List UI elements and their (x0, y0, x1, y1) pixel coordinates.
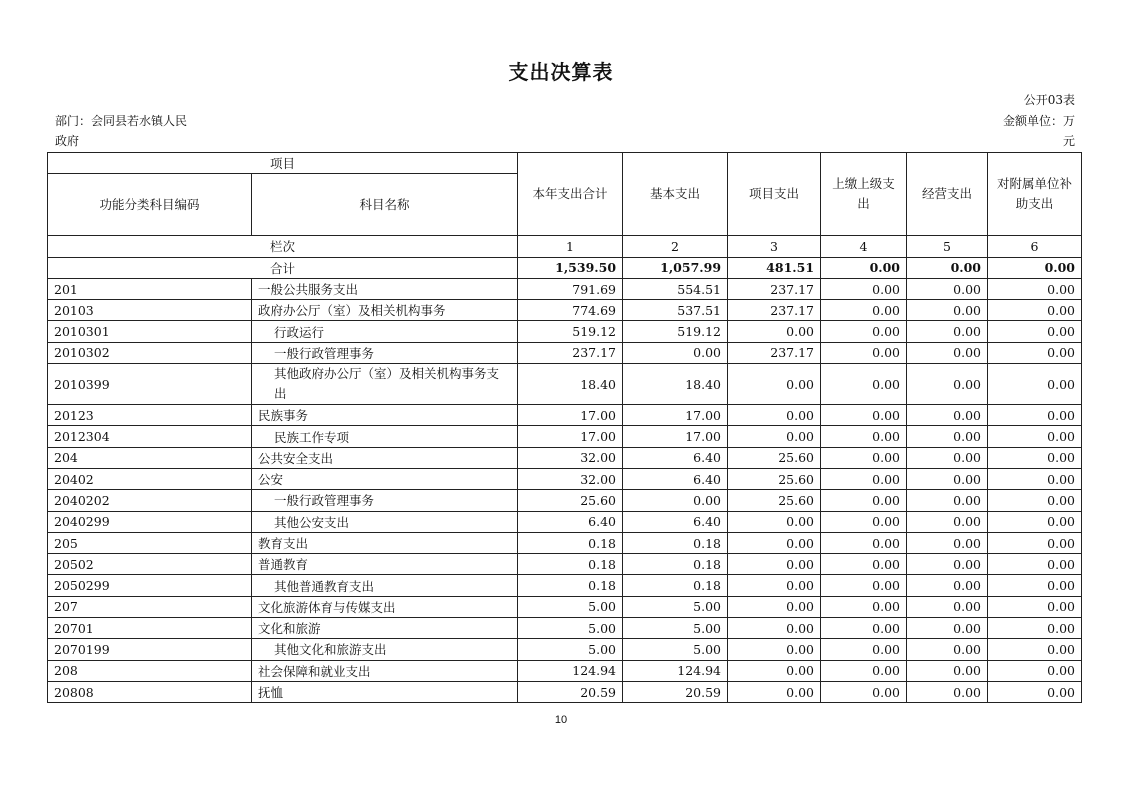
row-value-2: 537.51 (623, 300, 728, 321)
row-value-6: 0.00 (988, 660, 1082, 681)
row-value-1: 237.17 (518, 342, 623, 363)
row-value-1: 5.00 (518, 596, 623, 617)
row-value-4: 0.00 (821, 660, 907, 681)
row-value-1: 17.00 (518, 405, 623, 426)
row-value-2: 6.40 (623, 468, 728, 489)
row-value-2: 0.18 (623, 532, 728, 553)
row-value-2: 0.00 (623, 342, 728, 363)
row-value-3: 25.60 (728, 490, 821, 511)
total-value-6: 0.00 (988, 257, 1082, 278)
line-number-6: 6 (988, 236, 1082, 257)
header-function-code: 功能分类科目编码 (48, 174, 252, 236)
header-subsidiary-subsidy: 对附属单位补助支出 (988, 153, 1082, 236)
row-value-2: 17.00 (623, 405, 728, 426)
row-value-3: 0.00 (728, 681, 821, 702)
department-label-continued: 政府 (55, 134, 80, 148)
row-value-3: 0.00 (728, 639, 821, 660)
row-value-2: 5.00 (623, 618, 728, 639)
table-row (48, 575, 1082, 596)
row-subject-name: 一般行政管理事务 (252, 342, 518, 363)
row-value-5: 0.00 (907, 364, 988, 405)
row-value-6: 0.00 (988, 364, 1082, 405)
row-subject-name: 其他公安支出 (252, 511, 518, 532)
row-value-2: 18.40 (623, 364, 728, 405)
table-row (48, 300, 1082, 321)
table-number: 公开03表 (1023, 93, 1075, 107)
row-value-3: 237.17 (728, 342, 821, 363)
row-value-1: 6.40 (518, 511, 623, 532)
row-value-4: 0.00 (821, 618, 907, 639)
row-value-2: 124.94 (623, 660, 728, 681)
row-value-3: 237.17 (728, 300, 821, 321)
row-subject-name: 民族工作专项 (252, 426, 518, 447)
expenditure-table (47, 152, 1082, 703)
row-value-4: 0.00 (821, 405, 907, 426)
line-number-1: 1 (518, 236, 623, 257)
table-row (48, 278, 1082, 299)
row-code: 208 (48, 660, 252, 681)
row-code: 207 (48, 596, 252, 617)
row-code: 2040202 (48, 490, 252, 511)
table-row (48, 532, 1082, 553)
row-value-4: 0.00 (821, 321, 907, 342)
row-value-4: 0.00 (821, 447, 907, 468)
row-value-2: 6.40 (623, 511, 728, 532)
row-value-5: 0.00 (907, 447, 988, 468)
row-value-1: 20.59 (518, 681, 623, 702)
row-value-2: 20.59 (623, 681, 728, 702)
total-value-3: 481.51 (728, 257, 821, 278)
row-value-4: 0.00 (821, 468, 907, 489)
table-row (48, 468, 1082, 489)
row-subject-name: 其他普通教育支出 (252, 575, 518, 596)
row-value-2: 17.00 (623, 426, 728, 447)
row-value-5: 0.00 (907, 681, 988, 702)
row-value-1: 17.00 (518, 426, 623, 447)
row-value-5: 0.00 (907, 468, 988, 489)
row-value-3: 25.60 (728, 468, 821, 489)
header-row-project (48, 153, 1082, 174)
line-number-5: 5 (907, 236, 988, 257)
row-value-3: 0.00 (728, 321, 821, 342)
row-code: 2010301 (48, 321, 252, 342)
row-subject-name: 行政运行 (252, 321, 518, 342)
row-value-2: 554.51 (623, 278, 728, 299)
table-row (48, 490, 1082, 511)
line-number-4: 4 (821, 236, 907, 257)
total-value-2: 1,057.99 (623, 257, 728, 278)
row-value-5: 0.00 (907, 342, 988, 363)
table-row (48, 596, 1082, 617)
row-value-4: 0.00 (821, 554, 907, 575)
table-row (48, 639, 1082, 660)
table-row (48, 426, 1082, 447)
line-number-label: 栏次 (48, 236, 518, 257)
table-row (48, 660, 1082, 681)
row-value-5: 0.00 (907, 596, 988, 617)
row-value-1: 124.94 (518, 660, 623, 681)
row-value-5: 0.00 (907, 278, 988, 299)
row-value-2: 5.00 (623, 639, 728, 660)
row-subject-name: 普通教育 (252, 554, 518, 575)
row-value-2: 0.18 (623, 575, 728, 596)
page-number: 10 (554, 714, 568, 726)
row-value-3: 0.00 (728, 532, 821, 553)
row-value-6: 0.00 (988, 618, 1082, 639)
row-code: 2012304 (48, 426, 252, 447)
row-value-3: 0.00 (728, 596, 821, 617)
row-value-5: 0.00 (907, 554, 988, 575)
amount-unit-label-continued: 元 (1062, 134, 1075, 148)
row-value-1: 32.00 (518, 468, 623, 489)
row-value-6: 0.00 (988, 278, 1082, 299)
total-value-4: 0.00 (821, 257, 907, 278)
row-value-6: 0.00 (988, 468, 1082, 489)
row-value-6: 0.00 (988, 532, 1082, 553)
row-subject-name: 公安 (252, 468, 518, 489)
row-value-1: 5.00 (518, 618, 623, 639)
row-value-4: 0.00 (821, 278, 907, 299)
table-row (48, 342, 1082, 363)
row-code: 204 (48, 447, 252, 468)
row-subject-name: 文化旅游体育与传媒支出 (252, 596, 518, 617)
row-value-2: 6.40 (623, 447, 728, 468)
row-value-6: 0.00 (988, 511, 1082, 532)
row-subject-name: 政府办公厅（室）及相关机构事务 (252, 300, 518, 321)
row-subject-name: 一般公共服务支出 (252, 278, 518, 299)
row-value-4: 0.00 (821, 681, 907, 702)
row-value-5: 0.00 (907, 300, 988, 321)
row-value-2: 519.12 (623, 321, 728, 342)
row-value-5: 0.00 (907, 321, 988, 342)
row-subject-name: 文化和旅游 (252, 618, 518, 639)
header-remit-upper-expenditure: 上缴上级支出 (821, 153, 907, 236)
row-value-4: 0.00 (821, 342, 907, 363)
row-subject-name: 公共安全支出 (252, 447, 518, 468)
row-value-6: 0.00 (988, 639, 1082, 660)
row-code: 20502 (48, 554, 252, 575)
row-value-1: 18.40 (518, 364, 623, 405)
row-value-1: 32.00 (518, 447, 623, 468)
total-value-5: 0.00 (907, 257, 988, 278)
row-value-1: 25.60 (518, 490, 623, 511)
row-value-3: 0.00 (728, 660, 821, 681)
row-value-5: 0.00 (907, 426, 988, 447)
row-value-5: 0.00 (907, 532, 988, 553)
table-row (48, 447, 1082, 468)
row-code: 2070199 (48, 639, 252, 660)
header-total-expenditure: 本年支出合计 (518, 153, 623, 236)
row-code: 2040299 (48, 511, 252, 532)
row-value-5: 0.00 (907, 490, 988, 511)
row-code: 2050299 (48, 575, 252, 596)
row-value-5: 0.00 (907, 660, 988, 681)
total-row (48, 257, 1082, 278)
table-row (48, 681, 1082, 702)
row-code: 20402 (48, 468, 252, 489)
header-row-line-numbers (48, 236, 1082, 257)
row-value-6: 0.00 (988, 405, 1082, 426)
row-value-6: 0.00 (988, 447, 1082, 468)
row-value-6: 0.00 (988, 342, 1082, 363)
row-value-3: 0.00 (728, 554, 821, 575)
row-value-5: 0.00 (907, 575, 988, 596)
row-value-1: 5.00 (518, 639, 623, 660)
row-value-5: 0.00 (907, 511, 988, 532)
header-subject-name: 科目名称 (252, 174, 518, 236)
table-row (48, 364, 1082, 405)
row-code: 2010399 (48, 364, 252, 405)
row-code: 20808 (48, 681, 252, 702)
row-value-1: 0.18 (518, 575, 623, 596)
row-code: 20103 (48, 300, 252, 321)
row-value-5: 0.00 (907, 618, 988, 639)
row-value-4: 0.00 (821, 639, 907, 660)
table-row (48, 618, 1082, 639)
total-value-1: 1,539.50 (518, 257, 623, 278)
row-value-4: 0.00 (821, 532, 907, 553)
row-subject-name: 教育支出 (252, 532, 518, 553)
row-subject-name: 社会保障和就业支出 (252, 660, 518, 681)
row-value-1: 0.18 (518, 532, 623, 553)
row-subject-name: 抚恤 (252, 681, 518, 702)
line-number-2: 2 (623, 236, 728, 257)
row-value-5: 0.00 (907, 405, 988, 426)
table-row (48, 511, 1082, 532)
row-value-3: 237.17 (728, 278, 821, 299)
row-value-6: 0.00 (988, 321, 1082, 342)
row-value-2: 5.00 (623, 596, 728, 617)
table-row (48, 405, 1082, 426)
row-value-5: 0.00 (907, 639, 988, 660)
row-value-4: 0.00 (821, 575, 907, 596)
department-label: 部门：会同县若水镇人民 (55, 114, 188, 128)
row-subject-name: 民族事务 (252, 405, 518, 426)
header-basic-expenditure: 基本支出 (623, 153, 728, 236)
row-code: 20123 (48, 405, 252, 426)
row-value-6: 0.00 (988, 490, 1082, 511)
row-value-6: 0.00 (988, 300, 1082, 321)
row-value-4: 0.00 (821, 596, 907, 617)
amount-unit-label: 金额单位：万 (1002, 114, 1075, 128)
row-subject-name: 其他政府办公厅（室）及相关机构事务支出 (252, 364, 518, 405)
row-subject-name: 其他文化和旅游支出 (252, 639, 518, 660)
row-value-1: 0.18 (518, 554, 623, 575)
row-value-4: 0.00 (821, 426, 907, 447)
table-row (48, 554, 1082, 575)
row-value-6: 0.00 (988, 596, 1082, 617)
row-value-3: 25.60 (728, 447, 821, 468)
row-value-1: 519.12 (518, 321, 623, 342)
header-project-expenditure: 项目支出 (728, 153, 821, 236)
line-number-3: 3 (728, 236, 821, 257)
row-value-3: 0.00 (728, 426, 821, 447)
header-business-expenditure: 经营支出 (907, 153, 988, 236)
row-value-4: 0.00 (821, 364, 907, 405)
row-value-6: 0.00 (988, 575, 1082, 596)
header-project: 项目 (48, 153, 518, 174)
row-value-3: 0.00 (728, 618, 821, 639)
table-row (48, 321, 1082, 342)
row-value-1: 774.69 (518, 300, 623, 321)
document-title: 支出决算表 (508, 60, 614, 84)
row-code: 2010302 (48, 342, 252, 363)
row-value-2: 0.18 (623, 554, 728, 575)
row-code: 20701 (48, 618, 252, 639)
row-value-3: 0.00 (728, 405, 821, 426)
row-value-6: 0.00 (988, 681, 1082, 702)
row-value-4: 0.00 (821, 511, 907, 532)
row-value-3: 0.00 (728, 364, 821, 405)
row-value-3: 0.00 (728, 511, 821, 532)
row-value-2: 0.00 (623, 490, 728, 511)
total-label: 合计 (48, 257, 518, 278)
row-value-6: 0.00 (988, 554, 1082, 575)
row-code: 205 (48, 532, 252, 553)
row-value-4: 0.00 (821, 300, 907, 321)
row-value-6: 0.00 (988, 426, 1082, 447)
row-code: 201 (48, 278, 252, 299)
row-subject-name: 一般行政管理事务 (252, 490, 518, 511)
row-value-3: 0.00 (728, 575, 821, 596)
row-value-4: 0.00 (821, 490, 907, 511)
row-value-1: 791.69 (518, 278, 623, 299)
